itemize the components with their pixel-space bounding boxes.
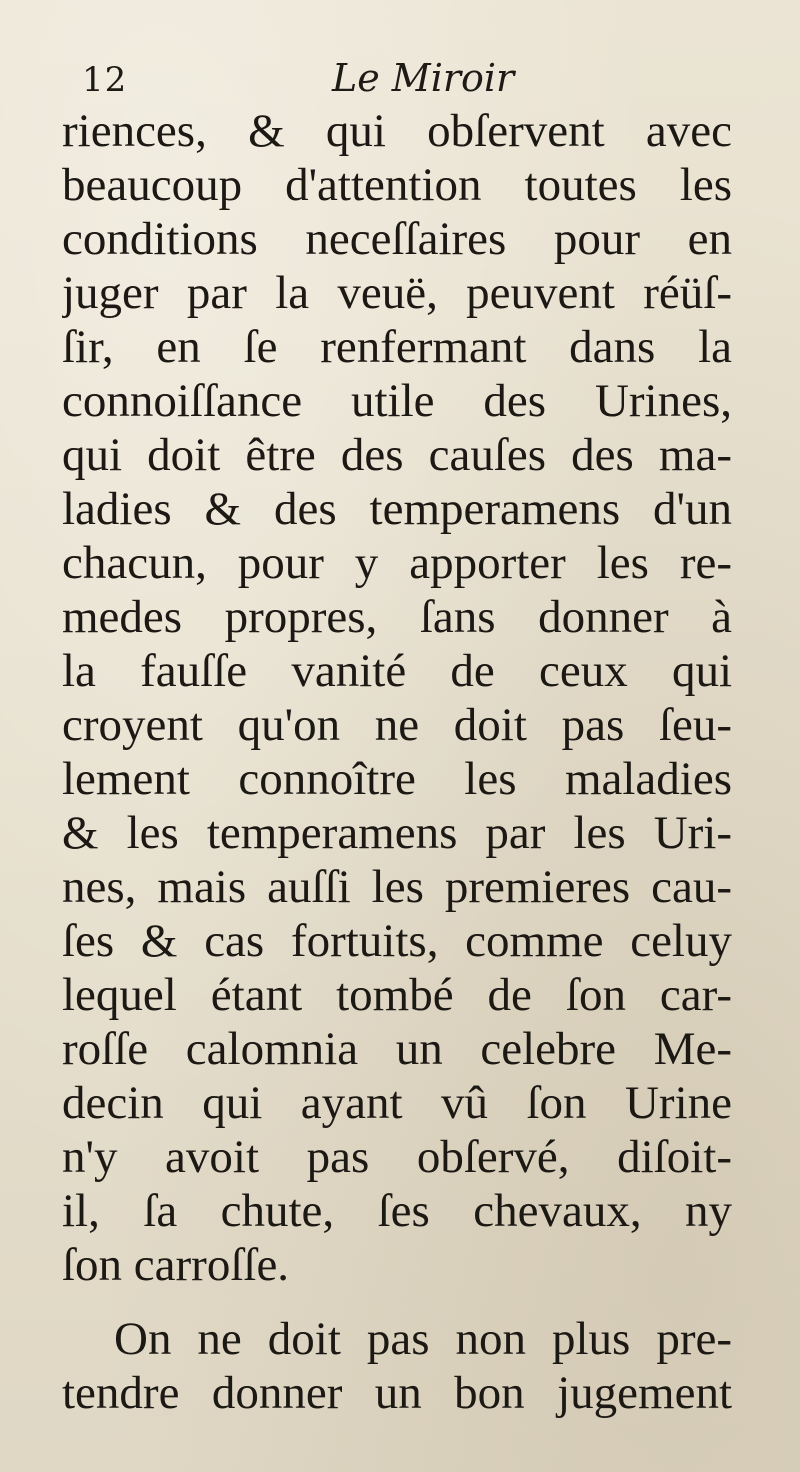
text-line: lement connoître les maladies [62, 753, 732, 805]
page-header [82, 42, 722, 102]
text-line: ladies & des temperamens d'un [62, 483, 732, 535]
text-line: nes, mais auſſi les premieres cau- [62, 861, 732, 913]
paragraph-2 [62, 1312, 732, 1420]
text-line: roſſe calomnia un celebre Me- [62, 1023, 732, 1075]
body-text [62, 104, 732, 1420]
text-line: la fauſſe vanité de ceux qui [62, 645, 732, 697]
text-line: juger par la veuë, peuvent réüſ- [62, 267, 732, 319]
text-line: ſes & cas fortuits, comme celuy [62, 915, 732, 967]
text-line: ſir, en ſe renfermant dans la [62, 321, 732, 373]
text-line: medes propres, ſans donner à [62, 591, 732, 643]
text-line: & les temperamens par les Uri- [62, 807, 732, 859]
text-line: On ne doit pas non plus pre- [114, 1313, 732, 1365]
text-line: riences, & qui obſervent avec [62, 105, 732, 157]
paragraph-spacer [62, 1292, 732, 1312]
text-line: n'y avoit pas obſervé, diſoit- [62, 1131, 732, 1183]
text-line: decin qui ayant vû ſon Urine [62, 1077, 732, 1129]
text-line: tendre donner un bon jugement [62, 1367, 732, 1419]
text-line: connoiſſance utile des Urines, [62, 375, 732, 427]
text-line: qui doit être des cauſes des ma- [62, 429, 732, 481]
text-line: croyent qu'on ne doit pas ſeu- [62, 699, 732, 751]
text-line: il, ſa chute, ſes chevaux, ny [62, 1185, 732, 1237]
text-line: lequel étant tombé de ſon car- [62, 969, 732, 1021]
text-line: beaucoup d'attention toutes les [62, 159, 732, 211]
running-head: Le Miroir [332, 56, 515, 100]
page-number: 12 [82, 60, 128, 100]
text-line: conditions neceſſaires pour en [62, 213, 732, 265]
paragraph-1 [62, 104, 732, 1292]
text-line: ſon carroſſe. [62, 1239, 290, 1291]
text-line: chacun, pour y apporter les re- [62, 537, 732, 589]
